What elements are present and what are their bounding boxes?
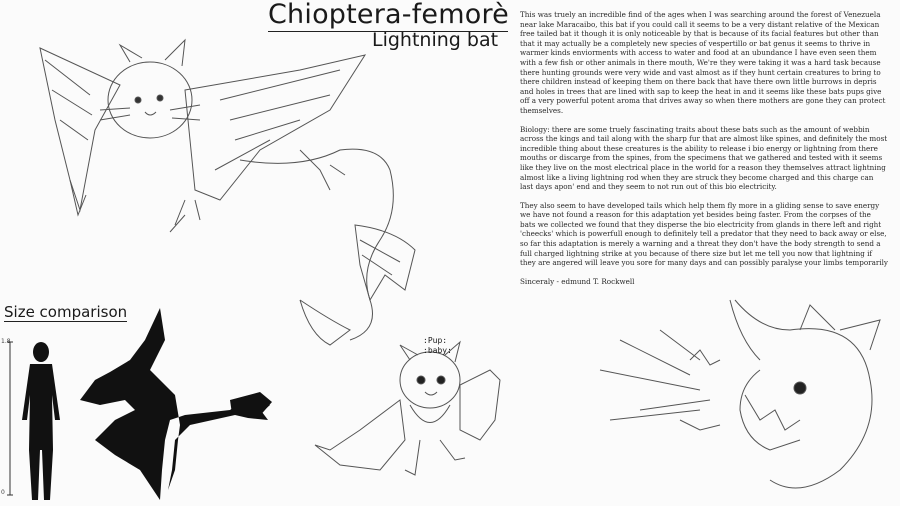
field-notes-paragraph: They also seem to have developed tails which help them fly more in a gliding sense to save energy we have not found a reason for this adaptation yet besides being faster. From the corpses of the bats we collected we found that they disperse the bio electricity from glands in there left and right 'cheecks' which is powerfull enough to definitely tell a predator that they need to back away or else, so far this adaptation is merely a warning and a threat they don't have the body strength to send a full charged lightning strike at you because of there size but let me tell you now that lightning if they are angered will leave you sore for many days and can possibly paralyse your limbs temporarily <box>520 200 888 268</box>
height-scale-bar <box>7 342 13 495</box>
pup-bat-sketch <box>315 342 500 475</box>
field-notes-paragraph: Biology: there are some truely fascinating traits about these bats such as the amount of webbin across the kings and tail along with the sharp fur that are almost like spines, and definitely the most incredible thing about these creatures is the ability to release i bio energy or lightning from there mouths or discarge from the spines, from the specimens that we gathered and tested with it seems like they live on the most electrical place in the world for a reason they themselves attract lightning almost like a living lightning rod when they are struck they become charged and this charge can last days apon' end and they seem to not run out of this bio electricity. <box>520 124 888 192</box>
bat-silhouette <box>80 308 272 500</box>
human-silhouette <box>22 342 60 500</box>
species-title: Chioptera-femorè <box>268 0 509 30</box>
signature-line: Sinceraly - edmund T. Rockwell <box>520 276 635 286</box>
scale-bottom-value: 0 <box>1 489 5 496</box>
adult-bat-sketch <box>40 40 415 345</box>
size-comparison-label: Size comparison <box>4 303 128 321</box>
scale-top-value: 1.8 <box>1 338 11 345</box>
pup-label-line: :baby: <box>423 346 452 355</box>
pup-label-line: :Pup: <box>423 336 448 345</box>
bat-head-closeup-sketch <box>600 300 880 488</box>
field-notes-paragraph: This was truely an incredible find of the ages when I was searching around the forest of Venezuela near lake Maracaibo, this bat if you could call it seems to be a very distant relative of the Mexican free tailed bat it though it is only noticeable by that is because of its facial features but other than that it may actually be a completely new species of vespertillo or bat genus it seems to thrive in warmer kinds enviorments with access to water and food at an ubundance I have even seen them with a few fish or other animals in there mouth, We're they were taking it was a hard task because there hunting grounds were very wide and vast almost as if they hunt certain creatures to bring to there children instead of keeping them on there back that have there own little burrows in depris and holes in trees that are lined with sap to keep the heat in and it seems like these bats pups give off a very powerful potent aroma that drives away so when there mothers are gone they can protect themselves. <box>520 10 886 115</box>
common-name-subtitle: Lightning bat <box>372 29 499 51</box>
field-notes <box>520 10 888 295</box>
pup-label <box>423 336 452 356</box>
